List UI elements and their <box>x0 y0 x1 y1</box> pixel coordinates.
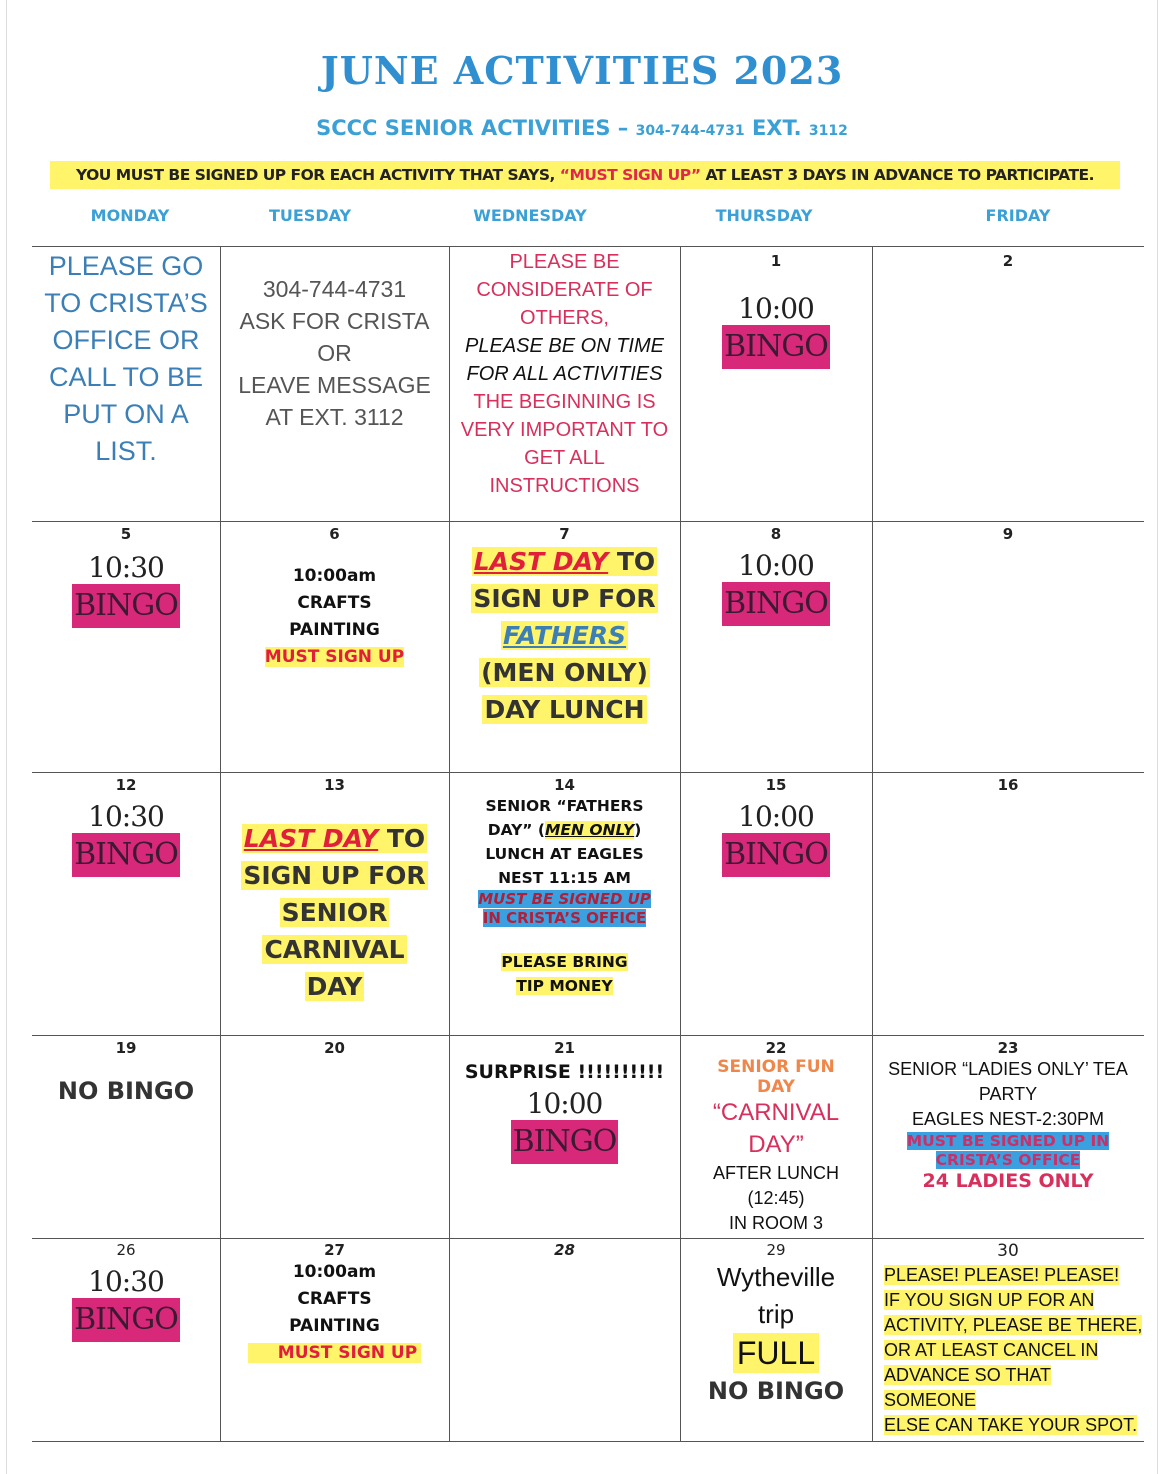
day-thursday: THURSDAY <box>715 206 813 225</box>
text-line: IF YOU SIGN UP FOR AN <box>884 1290 1095 1310</box>
text-line: INSTRUCTIONS <box>489 475 640 497</box>
text-line: DAY LUNCH <box>484 695 645 724</box>
text-line: NEST 11:15 AM <box>498 869 631 887</box>
cell-week2-fri <box>872 525 1144 543</box>
date-number: 14 <box>554 776 575 794</box>
cell-week1-mon <box>32 248 220 470</box>
cell-week4-thu <box>680 1039 872 1236</box>
text-line: ) <box>634 821 642 839</box>
text-line: ACTIVITY, PLEASE BE THERE, <box>884 1315 1143 1335</box>
text-line: PLEASE BRING <box>501 953 628 971</box>
text-line: OFFICE OR <box>52 325 200 355</box>
grid-line <box>32 246 1144 247</box>
text-line: CRAFTS <box>297 593 372 613</box>
dash: – <box>617 116 629 140</box>
must-be-signed-up-label: MUST BE SIGNED UP IN <box>906 1132 1110 1150</box>
day-monday: MONDAY <box>90 206 170 225</box>
date-number: 27 <box>324 1241 345 1259</box>
cell-week3-tue <box>220 776 449 1005</box>
text-line: PARTY <box>978 1084 1038 1104</box>
subtitle <box>6 116 1158 140</box>
text-line: SENIOR “FATHERS <box>485 797 644 815</box>
cell-week5-tue <box>220 1241 449 1367</box>
date-number: 28 <box>554 1241 575 1259</box>
cell-week2-wed <box>449 525 680 728</box>
text-line: PLEASE BE <box>509 251 620 273</box>
date-number: 2 <box>1002 252 1014 270</box>
text-line: SENIOR FUN <box>717 1057 835 1077</box>
date-number: 8 <box>770 525 782 543</box>
last-day-label: LAST DAY <box>473 547 609 576</box>
text-line: PLEASE! PLEASE! PLEASE! <box>884 1265 1120 1285</box>
date-number: 19 <box>115 1039 137 1057</box>
no-bingo-label: NO BINGO <box>57 1077 195 1105</box>
cristas-office-label: CRISTA’S OFFICE <box>935 1151 1081 1169</box>
day-tuesday: TUESDAY <box>268 206 352 225</box>
text-line: CONSIDERATE OF <box>476 279 653 301</box>
text-line: VERY IMPORTANT TO <box>460 419 669 441</box>
event-time: 10:00 <box>738 292 814 325</box>
text-line: AT EXT. 3112 <box>265 404 404 430</box>
grid-line <box>32 1035 1144 1036</box>
cell-week4-tue <box>220 1039 449 1057</box>
text-line: LUNCH AT EAGLES <box>485 845 644 863</box>
event-time: 10:30 <box>88 1265 164 1298</box>
day-friday: FRIDAY <box>985 206 1051 225</box>
text-line: TO <box>608 547 656 576</box>
text-line: PLEASE BE ON TIME <box>465 335 664 357</box>
text-line: LIST. <box>95 436 157 466</box>
text-line: THE BEGINNING IS <box>473 391 656 413</box>
cell-week3-fri <box>872 776 1144 794</box>
cell-week2-tue <box>220 525 449 671</box>
text-line: IN ROOM 3 <box>728 1213 823 1233</box>
text-line: ADVANCE SO THAT SOMEONE <box>884 1365 1052 1410</box>
cell-week1-fri <box>872 252 1144 270</box>
cell-week1-tue <box>220 273 449 433</box>
date-number: 1 <box>770 252 782 270</box>
grid-line <box>32 1441 1144 1442</box>
cell-week3-wed <box>449 776 680 998</box>
cell-week1-wed <box>449 248 680 500</box>
bingo-label: BINGO <box>722 582 830 626</box>
event-time: 10:30 <box>88 800 164 833</box>
text-line: (12:45) <box>747 1188 805 1208</box>
full-label: FULL <box>733 1333 819 1373</box>
text-line: AFTER LUNCH <box>712 1163 839 1183</box>
text-line: trip <box>757 1299 795 1329</box>
cell-week2-thu <box>680 525 872 626</box>
day-wednesday: WEDNESDAY <box>473 206 587 225</box>
date-number: 12 <box>115 776 137 794</box>
text-line: “CARNIVAL <box>712 1099 840 1126</box>
event-time: 10:00am <box>292 566 377 586</box>
bingo-label: BINGO <box>722 325 830 369</box>
bingo-label: BINGO <box>72 833 180 877</box>
cell-week3-mon <box>32 776 220 877</box>
date-number: 26 <box>116 1241 136 1259</box>
text-line: SIGN UP FOR <box>473 584 656 613</box>
event-time: 10:00 <box>738 549 814 582</box>
cell-week5-wed <box>449 1241 680 1259</box>
date-number: 13 <box>324 776 345 794</box>
ladies-only-label: 24 LADIES ONLY <box>922 1170 1094 1192</box>
fathers-label: FATHERS <box>502 621 627 650</box>
date-number: 23 <box>997 1039 1019 1057</box>
calendar-page <box>6 0 1158 1474</box>
date-number: 6 <box>329 525 340 543</box>
cell-week5-fri <box>872 1241 1144 1438</box>
cell-week5-thu <box>680 1241 872 1405</box>
text-line: OR AT LEAST CANCEL IN <box>884 1340 1099 1360</box>
must-sign-up-label: MUST SIGN UP <box>248 1343 421 1363</box>
text-line: LEAVE MESSAGE <box>238 372 431 398</box>
must-be-signed-up-label: MUST BE SIGNED UP <box>478 890 651 908</box>
org-name: SCCC SENIOR ACTIVITIES <box>316 116 611 140</box>
ext-label: EXT. <box>751 116 802 140</box>
text-line: DAY” <box>748 1131 804 1158</box>
text-line: CALL TO BE <box>48 362 204 392</box>
date-number: 20 <box>324 1039 345 1057</box>
bingo-label: BINGO <box>722 833 830 877</box>
grid-line <box>32 772 1144 773</box>
text-line: DAY” ( <box>487 821 545 839</box>
surprise-label: SURPRISE !!!!!!!!!! <box>464 1061 665 1083</box>
ext: 3112 <box>808 123 848 139</box>
notice-text: YOU MUST BE SIGNED UP FOR EACH ACTIVITY THAT SAYS, <box>75 166 560 184</box>
bingo-label: BINGO <box>72 584 180 628</box>
text-line: SIGN UP FOR <box>243 861 426 890</box>
cell-week2-mon <box>32 525 220 628</box>
text-line: PAINTING <box>289 620 380 640</box>
date-number: 21 <box>554 1039 575 1057</box>
grid-line <box>32 521 1144 522</box>
date-number: 16 <box>997 776 1019 794</box>
phone: 304-744-4731 <box>635 123 745 139</box>
text-line: EAGLES NEST-2:30PM <box>911 1109 1105 1129</box>
bingo-label: BINGO <box>511 1120 619 1164</box>
text-line: SENIOR “LADIES ONLY’ TEA <box>888 1059 1128 1079</box>
notice-must-sign-up: “MUST SIGN UP” <box>559 166 701 184</box>
text-line: OTHERS, <box>520 307 609 329</box>
last-day-label: LAST DAY <box>243 824 379 853</box>
text-line: ASK FOR CRISTA OR <box>239 308 430 366</box>
cell-week3-thu <box>680 776 872 877</box>
text-line: TO <box>378 824 426 853</box>
text-line: PAINTING <box>289 1316 380 1336</box>
date-number: 30 <box>997 1241 1019 1261</box>
text-line: DAY <box>757 1077 795 1097</box>
cell-week1-thu <box>680 252 872 369</box>
date-number: 29 <box>766 1241 786 1259</box>
text-line: (MEN ONLY) <box>481 658 648 687</box>
page-title: JUNE ACTIVITIES 2023 <box>320 48 844 93</box>
event-time: 10:30 <box>88 551 164 584</box>
date-number: 5 <box>120 525 132 543</box>
text-line: 304-744-4731 <box>262 276 407 302</box>
must-sign-up-label: MUST SIGN UP <box>264 647 405 667</box>
text-line: PLEASE GO <box>48 251 204 281</box>
text-line: ELSE CAN TAKE YOUR SPOT. <box>884 1415 1138 1435</box>
text-line: TIP MONEY <box>516 977 613 995</box>
text-line: SENIOR <box>281 898 388 927</box>
event-time: 10:00 <box>526 1087 603 1120</box>
event-time: 10:00am <box>292 1262 377 1282</box>
cristas-office-label: IN CRISTA’S OFFICE <box>482 909 647 927</box>
text-line: GET ALL <box>524 447 605 469</box>
date-number: 7 <box>559 525 570 543</box>
cell-week4-fri <box>872 1039 1144 1192</box>
bingo-label: BINGO <box>72 1298 180 1342</box>
men-only-label: MEN ONLY <box>544 821 635 839</box>
text-line: TO CRISTA’S <box>44 288 208 318</box>
date-number: 9 <box>1002 525 1014 543</box>
date-number: 15 <box>765 776 787 794</box>
text-line: Wytheville <box>716 1262 836 1292</box>
date-number: 22 <box>765 1039 787 1057</box>
text-line: PUT ON A <box>63 399 189 429</box>
cell-week4-wed <box>449 1039 680 1164</box>
text-line: CRAFTS <box>297 1289 372 1309</box>
event-time: 10:00 <box>738 800 814 833</box>
please-note <box>884 1263 1144 1438</box>
cell-week4-mon <box>32 1039 220 1105</box>
no-bingo-label: NO BINGO <box>707 1377 845 1405</box>
signup-notice <box>50 161 1120 189</box>
notice-text-end: AT LEAST 3 DAYS IN ADVANCE TO PARTICIPATE. <box>700 166 1095 184</box>
text-line: DAY <box>306 972 363 1001</box>
text-line: CARNIVAL <box>264 935 405 964</box>
cell-week5-mon <box>32 1241 220 1342</box>
text-line: FOR ALL ACTIVITIES <box>466 363 663 385</box>
grid-line <box>32 1238 1144 1239</box>
